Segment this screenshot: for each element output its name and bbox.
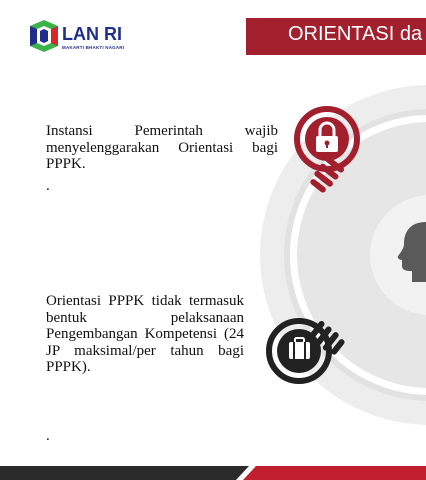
point-dot-2: . — [46, 428, 50, 444]
footer-stripe — [0, 466, 426, 480]
page-title: ORIENTASI da — [288, 23, 423, 45]
logo-text: LAN RI — [62, 24, 122, 44]
logo-tagline: MAKARTI BHAKTI NAGARI — [62, 45, 125, 50]
point-dot-1: . — [46, 178, 50, 194]
point-text-2: Orientasi PPPK tidak termasuk bentuk pelaksanaan Pengembangan Kompetensi (24 JP maksimal/per tahun bagi PPPK). — [46, 293, 244, 375]
footer-accent-band — [243, 466, 426, 480]
point-text-1: Instansi Pemerintah wajib menyelenggarakan Orientasi bagi PPPK. — [46, 123, 278, 172]
